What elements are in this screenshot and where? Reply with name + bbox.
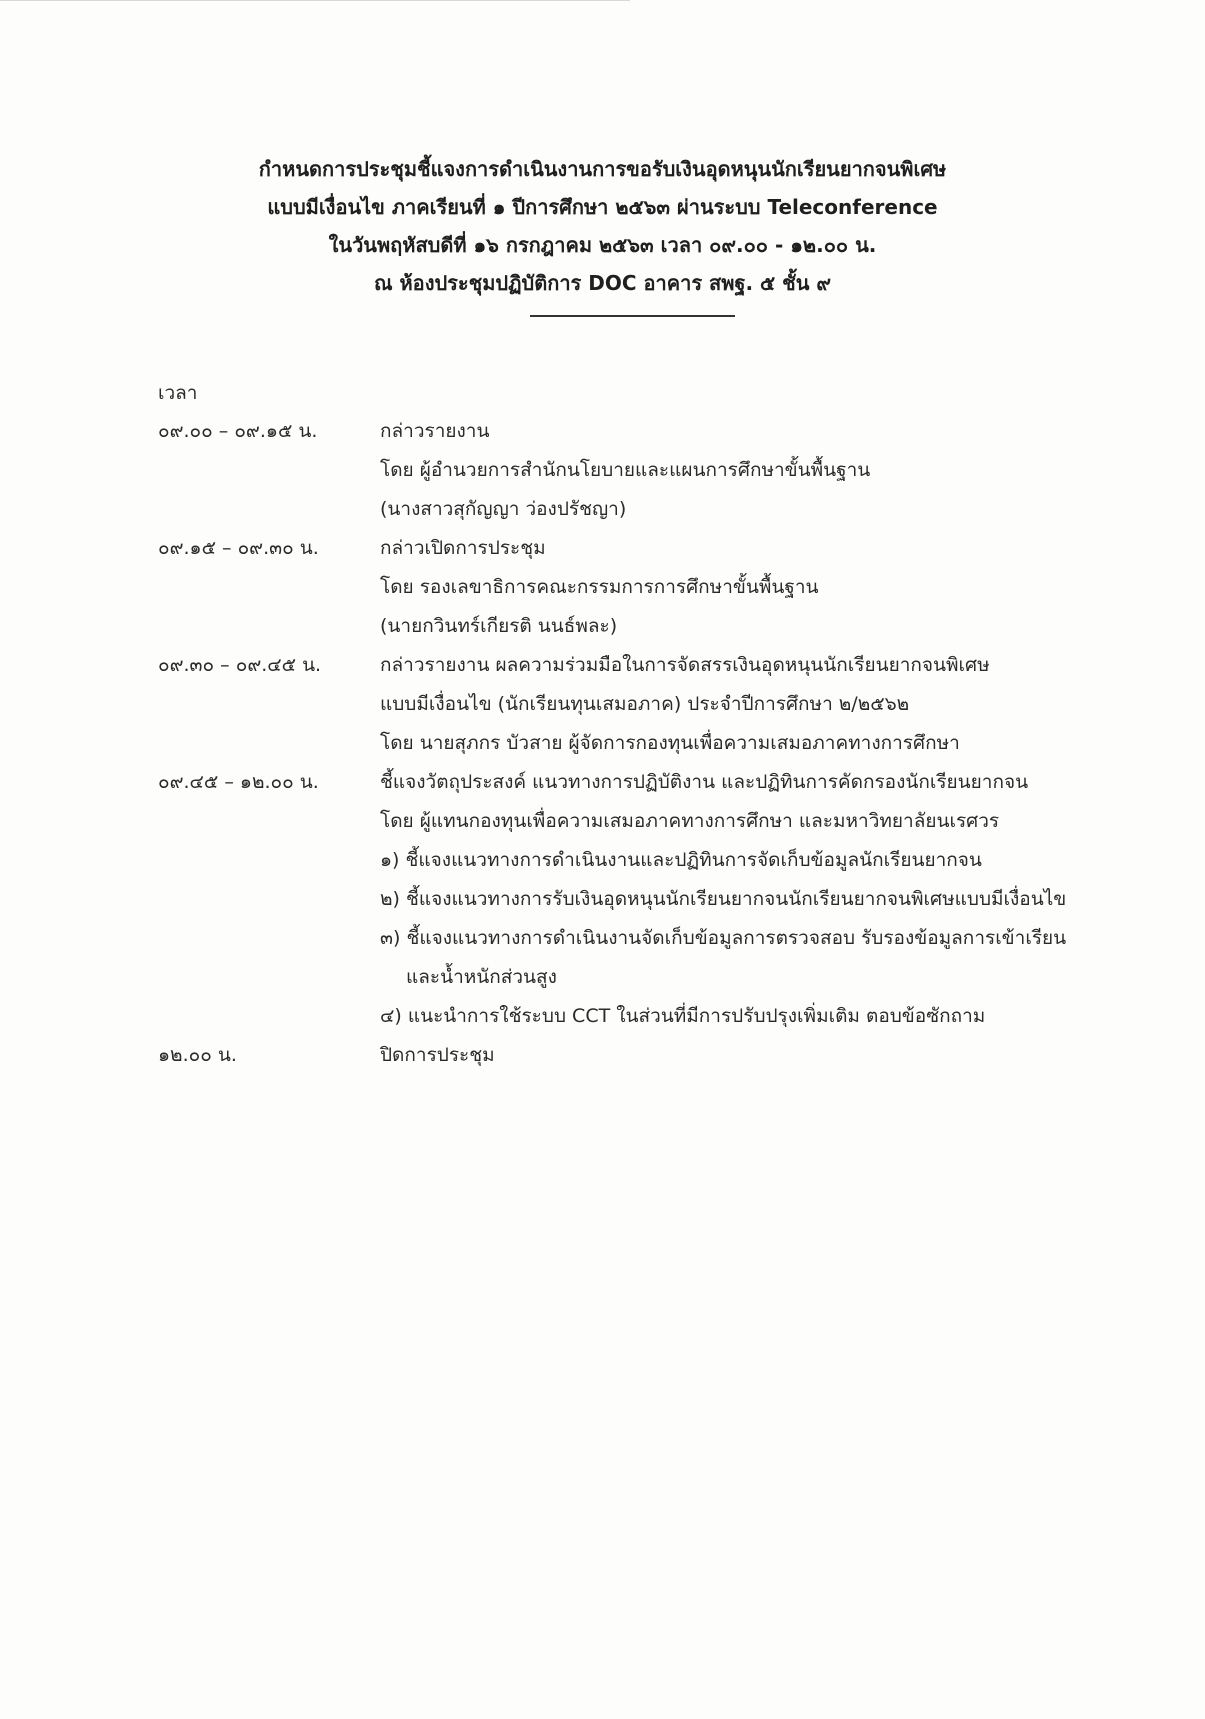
schedule-row: [158, 529, 1108, 646]
schedule-detail-line: โดย ผู้อำนวยการสำนักนโยบายและแผนการศึกษาขั้นพื้นฐาน: [380, 459, 871, 481]
schedule-detail-line: ชี้แจงวัตถุประสงค์ แนวทางการปฏิบัติงาน และปฏิทินการคัดกรองนักเรียนยากจน: [380, 771, 1029, 793]
schedule-detail-line: ๒) ชี้แจงแนวทางการรับเงินอุดหนุนนักเรียนยากจนนักเรียนยากจนพิเศษแบบมีเงื่อนไข: [380, 888, 1067, 910]
schedule-detail-line: ๔) แนะนำการใช้ระบบ CCT ในส่วนที่มีการปรับปรุงเพิ่มเติม ตอบข้อซักถาม: [380, 1005, 986, 1027]
schedule-details: [380, 529, 1108, 646]
schedule-detail-line: (นายกวินทร์เกียรติ นนธ์พละ): [380, 615, 618, 637]
schedule-details: [380, 646, 1108, 763]
schedule-detail-line: ๓) ชี้แจงแนวทางการดำเนินงานจัดเก็บข้อมูลการตรวจสอบ รับรองข้อมูลการเข้าเรียน: [380, 927, 1067, 949]
schedule-time: ๐๙.๐๐ – ๐๙.๑๕ น.: [158, 420, 318, 442]
schedule-row: [158, 763, 1108, 1036]
schedule-row: [158, 1036, 1108, 1075]
schedule-list: [158, 412, 1108, 1075]
schedule-detail-line: ๑) ชี้แจงแนวทางการดำเนินงานและปฏิทินการจัดเก็บข้อมูลนักเรียนยากจน: [380, 849, 982, 871]
schedule-detail-line: (นางสาวสุกัญญา ว่องปรัชญา): [380, 498, 627, 520]
time-column-label: เวลา: [158, 382, 198, 404]
schedule-details: [380, 1036, 1108, 1075]
schedule-detail-line: และน้ำหนักส่วนสูง: [406, 966, 557, 988]
schedule-detail-line: กล่าวเปิดการประชุม: [380, 537, 546, 559]
title-line: ณ ห้องประชุมปฏิบัติการ DOC อาคาร สพฐ. ๕ ชั้น ๙: [373, 271, 831, 295]
schedule-details: [380, 763, 1108, 1036]
title-divider: [530, 315, 735, 317]
title-line: แบบมีเงื่อนไข ภาคเรียนที่ ๑ ปีการศึกษา ๒๕๖๓ ผ่านระบบ Teleconference: [267, 195, 938, 219]
schedule-detail-line: ปิดการประชุม: [380, 1044, 495, 1066]
schedule-time: ๐๙.๔๕ – ๑๒.๐๐ น.: [158, 771, 319, 793]
schedule-time: ๑๒.๐๐ น.: [158, 1044, 237, 1066]
schedule-row: [158, 412, 1108, 529]
schedule-detail-line: โดย นายสุภกร บัวสาย ผู้จัดการกองทุนเพื่อความเสมอภาคทางการศึกษา: [380, 732, 960, 754]
schedule-detail-line: แบบมีเงื่อนไข (นักเรียนทุนเสมอภาค) ประจำปีการศึกษา ๒/๒๕๖๒: [380, 693, 910, 715]
title-line: กำหนดการประชุมชี้แจงการดำเนินงานการขอรับเงินอุดหนุนนักเรียนยากจนพิเศษ: [258, 157, 947, 181]
schedule-detail-line: กล่าวรายงาน: [380, 420, 490, 442]
scan-edge-line: [0, 0, 630, 1]
title-line: ในวันพฤหัสบดีที่ ๑๖ กรกฎาคม ๒๕๖๓ เวลา ๐๙.๐๐ - ๑๒.๐๐ น.: [328, 233, 877, 257]
schedule-details: [380, 412, 1108, 529]
schedule-detail-line: กล่าวรายงาน ผลความร่วมมือในการจัดสรรเงินอุดหนุนนักเรียนยากจนพิเศษ: [380, 654, 990, 676]
schedule-time: ๐๙.๓๐ – ๐๙.๔๕ น.: [158, 654, 322, 676]
document-title: [150, 150, 1055, 302]
schedule-detail-line: โดย รองเลขาธิการคณะกรรมการการศึกษาขั้นพื้นฐาน: [380, 576, 819, 598]
schedule-row: [158, 646, 1108, 763]
schedule-detail-line: โดย ผู้แทนกองทุนเพื่อความเสมอภาคทางการศึกษา และมหาวิทยาลัยนเรศวร: [380, 810, 1000, 832]
schedule-time: ๐๙.๑๕ – ๐๙.๓๐ น.: [158, 537, 319, 559]
